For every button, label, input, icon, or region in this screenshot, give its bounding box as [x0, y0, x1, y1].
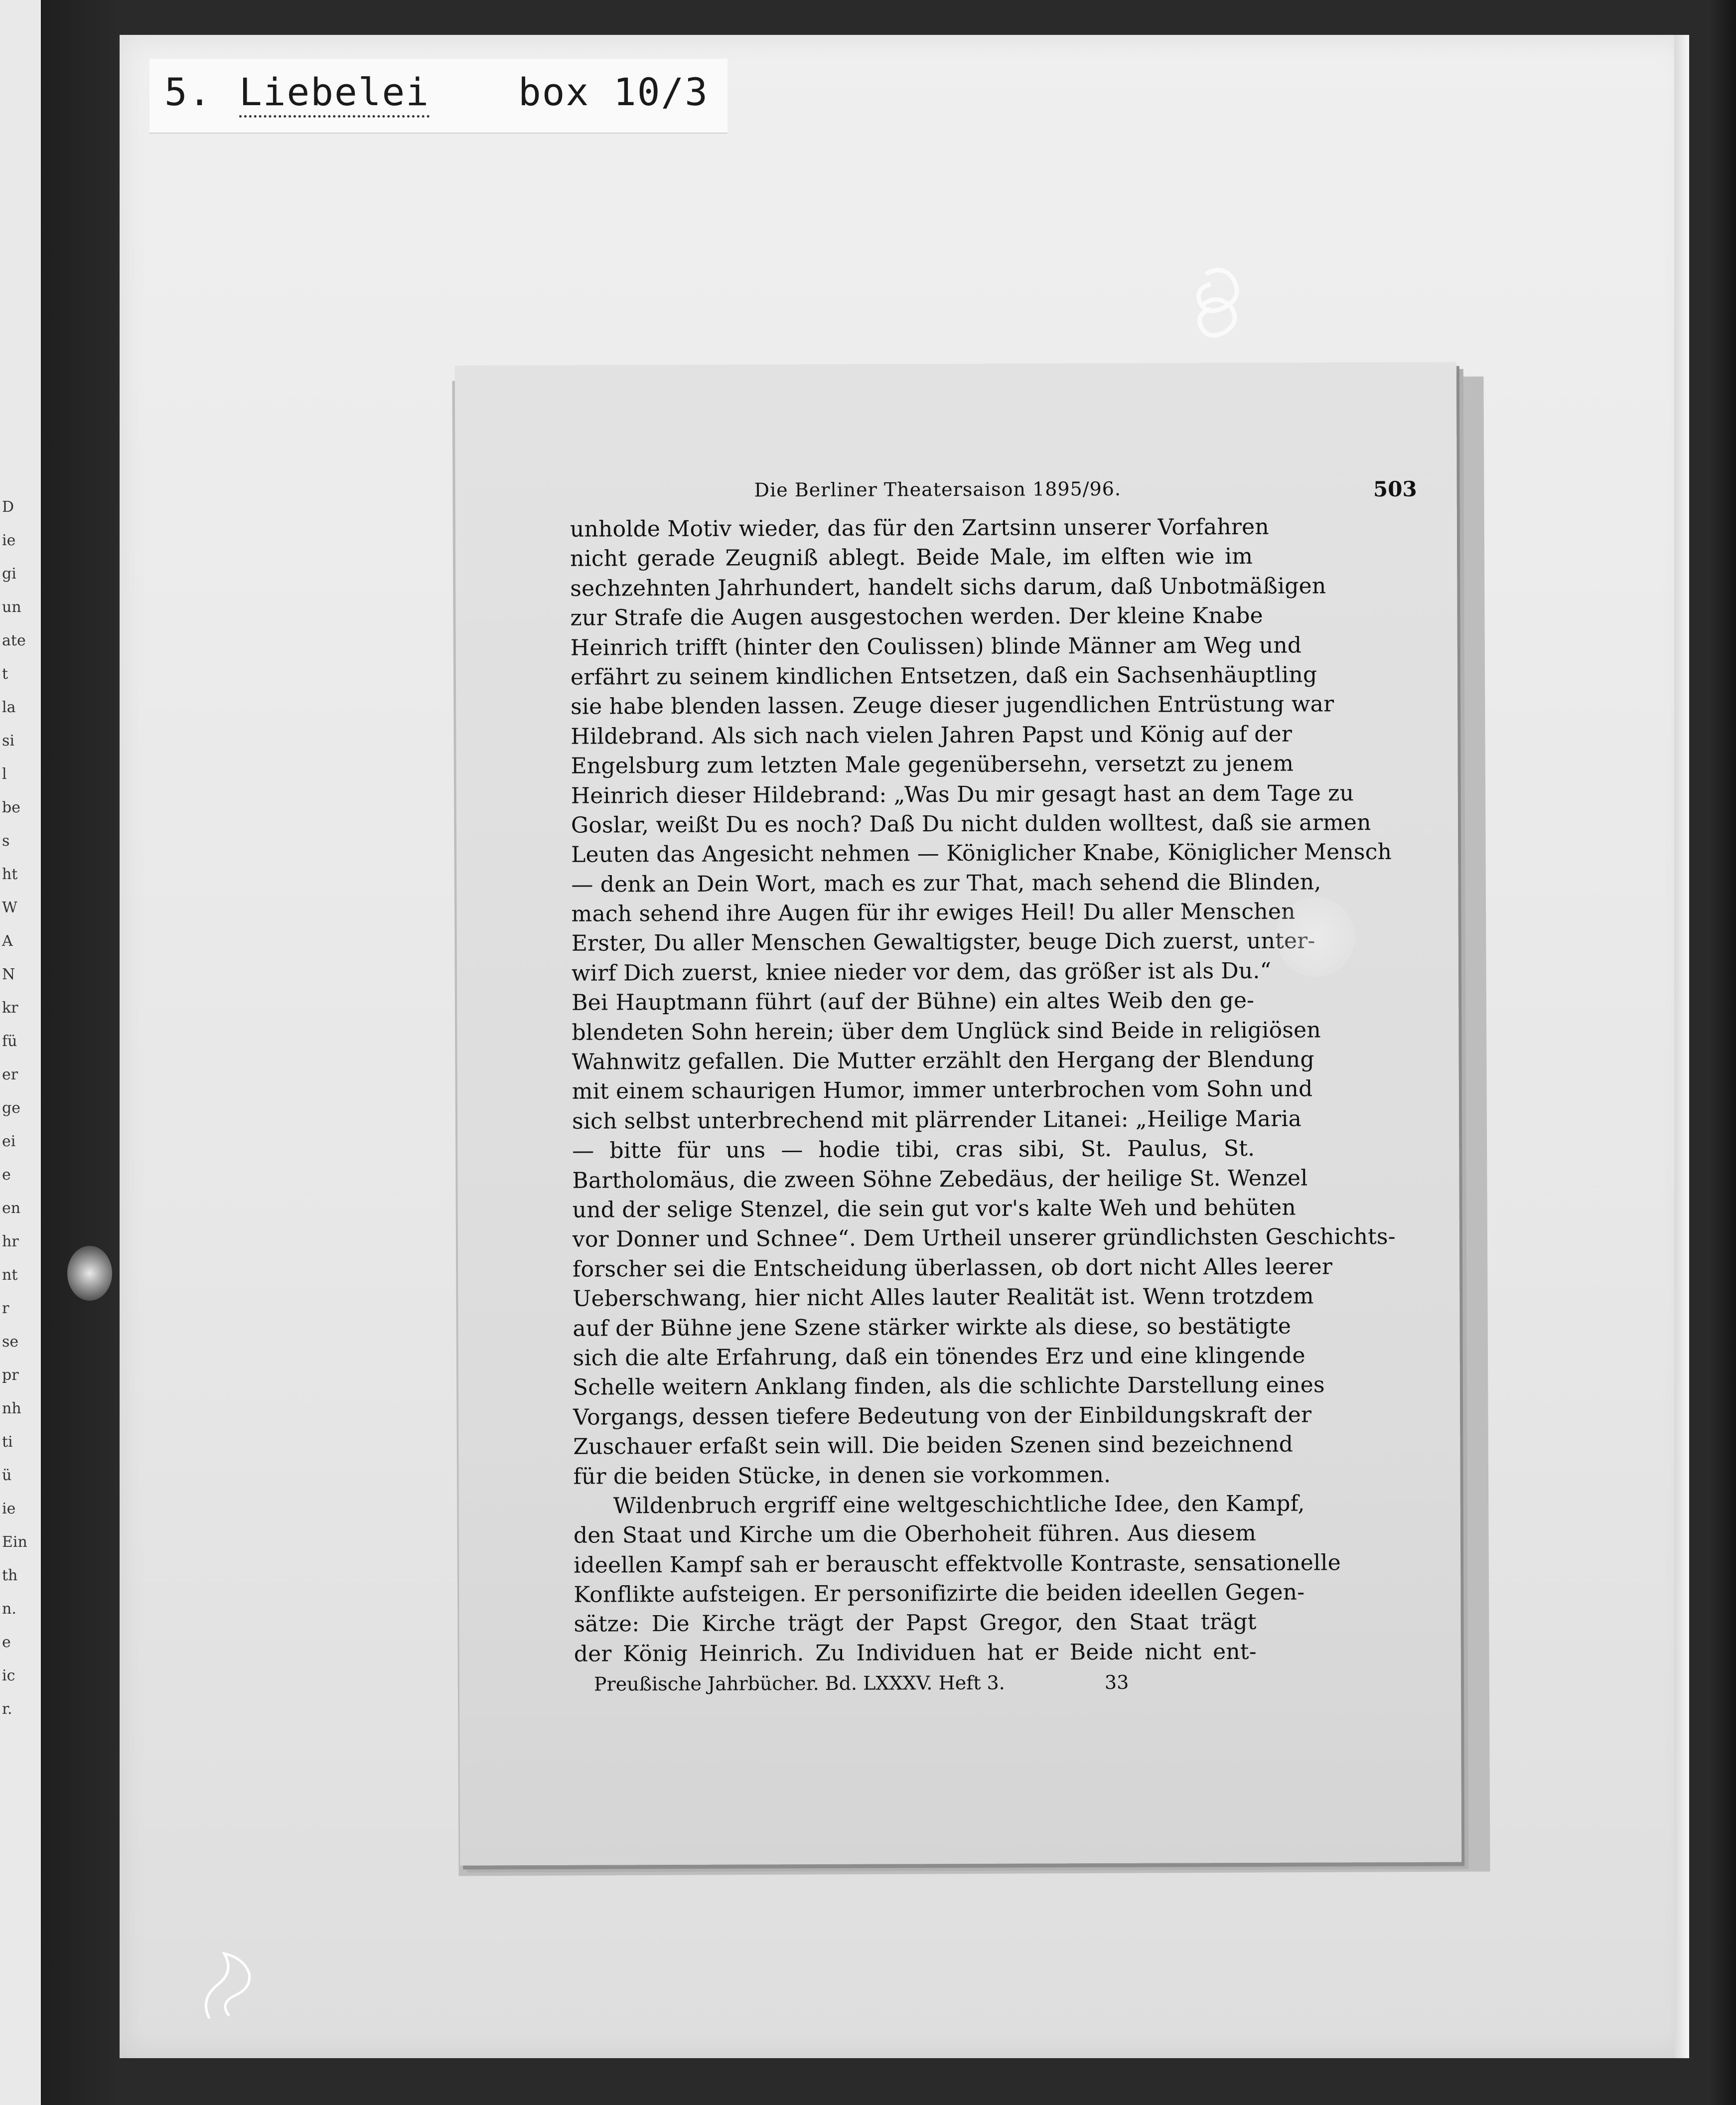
text-line: Bartholomäus, die zween Söhne Zebedäus, der heilige St. Wenzel	[572, 1165, 1308, 1194]
adjacent-page-fragment: t	[2, 665, 8, 683]
label-title: Liebelei	[239, 70, 430, 118]
adjacent-page-fragment: Ein	[2, 1533, 27, 1551]
adjacent-page-fragment: th	[2, 1567, 18, 1584]
text-line: Heinrich trifft (hinter den Coulissen) blinde Männer am Weg und	[570, 632, 1302, 661]
adjacent-page-fragment: ti	[2, 1433, 13, 1451]
adjacent-page-fragment: pr	[2, 1366, 19, 1384]
text-line: Heinrich dieser Hildebrand: „Was Du mir gesagt hast an dem Tage zu	[571, 780, 1354, 809]
adjacent-page-fragment: er	[2, 1066, 18, 1083]
text-line: Ueberschwang, hier nicht Alles lauter Realität ist. Wenn trotzdem	[573, 1283, 1314, 1312]
adjacent-page-fragment: gi	[2, 565, 16, 583]
text-line: — bitte für uns — hodie tibi, cras sibi, St. Paulus, St.	[572, 1136, 1255, 1164]
adjacent-page-fragment: en	[2, 1200, 21, 1217]
page-footer	[593, 1671, 1192, 1695]
adjacent-page-fragment: n.	[2, 1600, 16, 1618]
text-line: nicht gerade Zeugniß ablegt. Beide Male, im elften wie im	[570, 544, 1253, 572]
running-head	[754, 476, 1417, 502]
adjacent-page-fragment: nh	[2, 1400, 21, 1417]
text-line: Zuschauer erfaßt sein will. Die beiden Szenen sind bezeichnend	[573, 1431, 1294, 1460]
adjacent-page-fragment: r	[2, 1300, 9, 1317]
page-number: 503	[1373, 476, 1417, 502]
adjacent-page-fragment: r.	[2, 1700, 12, 1718]
adjacent-page-fragment: nt	[2, 1266, 18, 1284]
text-line: sich die alte Erfahrung, daß ein tönendes Erz und eine klingende	[573, 1343, 1305, 1371]
film-smudge	[1276, 897, 1355, 977]
paper-clip-mark-icon	[1191, 264, 1246, 339]
text-line: Goslar, weißt Du es noch? Daß Du nicht dulden wolltest, daß sie armen	[571, 810, 1371, 838]
text-line: Konflikte aufsteigen. Er personifizirte die beiden ideellen Gegen-	[574, 1579, 1305, 1608]
text-line: mit einem schaurigen Humor, immer unterbrochen vom Sohn und	[572, 1076, 1313, 1105]
text-line: Bei Hauptmann führt (auf der Bühne) ein altes Weib den ge-	[572, 988, 1255, 1016]
text-line: vor Donner und Schnee“. Dem Urtheil unserer gründlichsten Geschichts-	[572, 1224, 1396, 1253]
text-line: Erster, Du aller Menschen Gewaltigster, beuge Dich zuerst, unter-	[571, 928, 1315, 957]
text-line: ideellen Kampf sah er berauscht effektvolle Kontraste, sensationelle	[574, 1549, 1341, 1578]
adjacent-page-fragment: N	[2, 966, 15, 983]
film-smudge	[67, 1246, 112, 1301]
adjacent-page-fragment: kr	[2, 999, 18, 1017]
adjacent-page-fragment: s	[2, 832, 10, 850]
text-line: für die beiden Stücke, in denen sie vorkommen.	[573, 1462, 1111, 1490]
adjacent-page-fragment: l	[2, 765, 7, 783]
text-line: Wildenbruch ergriff eine weltgeschichtliche Idee, den Kampf,	[613, 1491, 1305, 1519]
adjacent-page-fragment: ht	[2, 866, 18, 883]
text-line: auf der Bühne jene Szene stärker wirkte als diese, so bestätigte	[573, 1313, 1292, 1342]
text-line: der König Heinrich. Zu Individuen hat er Beide nicht ent-	[574, 1639, 1257, 1667]
adjacent-page-fragment: se	[2, 1333, 19, 1351]
adjacent-page-fragment: ge	[2, 1099, 20, 1117]
adjacent-page-fragment: ate	[2, 632, 26, 649]
running-title: Die Berliner Theatersaison 1895/96.	[754, 477, 1122, 501]
adjacent-page-fragment: be	[2, 799, 20, 816]
adjacent-page-fragment: hr	[2, 1233, 19, 1250]
page-body-text	[570, 512, 1396, 1669]
text-line: und der selige Stenzel, die sein gut vor's kalte Weh und behüten	[572, 1195, 1296, 1223]
text-line: forscher sei die Entscheidung überlassen, ob dort nicht Alles leerer	[572, 1254, 1333, 1282]
adjacent-page-fragment: e	[2, 1166, 11, 1184]
text-line: zur Strafe die Augen ausgestochen werden. Der kleine Knabe	[570, 603, 1263, 631]
adjacent-page-fragment: ü	[2, 1467, 12, 1484]
adjacent-page-fragment: un	[2, 599, 21, 616]
text-line: Vorgangs, dessen tiefere Bedeutung von der Einbildungskraft der	[573, 1402, 1312, 1430]
text-line: blendeten Sohn herein; über dem Unglück sind Beide in religiösen	[572, 1017, 1321, 1046]
pencil-scribble-icon	[189, 1944, 274, 2028]
text-line: erfährt zu seinem kindlichen Entsetzen, daß ein Sachsenhäuptling	[570, 662, 1317, 690]
journal-page	[455, 362, 1461, 1866]
text-line: — denk an Dein Wort, mach es zur That, mach sehend die Blinden,	[571, 869, 1321, 898]
adjacent-page-fragment: la	[2, 699, 16, 716]
text-line: sie habe blenden lassen. Zeuge dieser jugendlichen Entrüstung war	[571, 691, 1334, 720]
footer-journal-title: Preußische Jahrbücher. Bd. LXXXV. Heft 3.	[593, 1671, 1005, 1695]
text-line: sätze: Die Kirche trägt der Papst Gregor, den Staat trägt	[574, 1609, 1257, 1638]
adjacent-page-fragment: ie	[2, 1500, 16, 1517]
footer-signature: 33	[1104, 1671, 1129, 1693]
adjacent-page-fragment: ei	[2, 1133, 16, 1150]
text-line: sechzehnten Jahrhundert, handelt sichs darum, daß Unbotmäßigen	[570, 573, 1326, 601]
text-line: Schelle weitern Anklang finden, als die schlichte Darstellung eines	[573, 1372, 1325, 1401]
text-line: den Staat und Kirche um die Oberhoheit führen. Aus diesem	[573, 1520, 1257, 1548]
adjacent-page-strip	[0, 0, 42, 2105]
card-edge	[1674, 35, 1689, 2058]
adjacent-page-fragment: W	[2, 899, 17, 916]
adjacent-page-fragment: ie	[2, 532, 16, 549]
text-line: Wahnwitz gefallen. Die Mutter erzählt den Hergang der Blendung	[572, 1047, 1314, 1075]
adjacent-page-fragment: si	[2, 732, 14, 750]
text-line: Engelsburg zum letzten Male gegenübersehn, versetzt zu jenem	[571, 751, 1294, 779]
adjacent-page-fragment: A	[2, 932, 13, 950]
adjacent-page-fragment: fü	[2, 1033, 17, 1050]
adjacent-page-fragment: D	[2, 498, 14, 516]
text-line: sich selbst unterbrechend mit plärrender Litanei: „Heilige Maria	[572, 1106, 1302, 1134]
label-number: 5.	[164, 70, 212, 114]
text-line: Leuten das Angesicht nehmen — Königlicher Knabe, Königlicher Mensch	[571, 839, 1392, 868]
folder-label	[149, 59, 727, 134]
adjacent-page-fragment: e	[2, 1634, 11, 1651]
text-line: wirf Dich zuerst, kniee nieder vor dem, das größer ist als Du.“	[571, 958, 1272, 986]
text-line: Hildebrand. Als sich nach vielen Jahren Papst und König auf der	[571, 721, 1293, 750]
text-line: unholde Motiv wieder, das für den Zartsinn unserer Vorfahren	[570, 514, 1269, 542]
label-box-id: box 10/3	[518, 70, 709, 114]
adjacent-page-fragment: ic	[2, 1667, 15, 1684]
text-line: mach sehend ihre Augen für ihr ewiges Heil! Du aller Menschen	[571, 899, 1296, 927]
